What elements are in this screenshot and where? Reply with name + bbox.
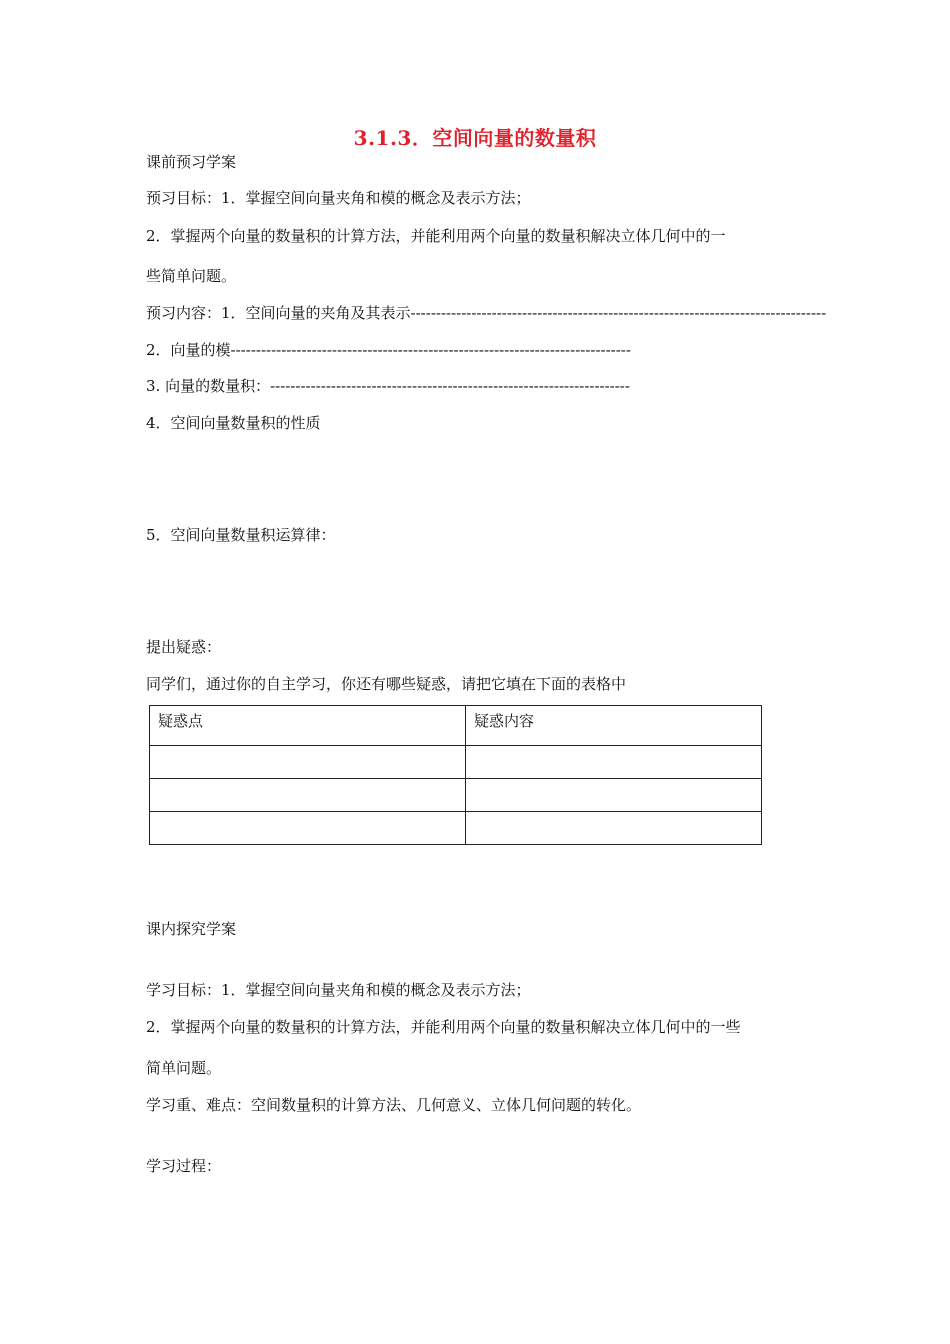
inclass-process: 学习过程： <box>146 1157 222 1175</box>
table-cell[interactable] <box>150 812 466 845</box>
section-heading-inclass: 课内探究学案 <box>146 920 237 938</box>
inclass-goal-line-1: 学习目标：1．掌握空间向量夹角和模的概念及表示方法； <box>146 981 531 999</box>
doubt-intro: 同学们，通过你的自主学习，你还有哪些疑惑，请把它填在下面的表格中 <box>146 675 627 693</box>
preview-content-3: 3. 向量的数量积：----------------------------------------------------------------------- <box>146 377 630 395</box>
table-header-row <box>150 706 762 746</box>
doubt-heading: 提出疑惑： <box>146 638 222 656</box>
inclass-key-points: 学习重、难点：空间数量积的计算方法、几何意义、立体几何问题的转化。 <box>146 1096 642 1114</box>
inclass-goal-line-2: 2．掌握两个向量的数量积的计算方法，并能利用两个向量的数量积解决立体几何中的一些 <box>146 1018 741 1036</box>
table-cell[interactable] <box>466 812 762 845</box>
preview-content-4: 4．空间向量数量积的性质 <box>146 414 321 432</box>
doubt-table <box>149 705 762 845</box>
table-header-doubt-point: 疑惑点 <box>150 706 466 746</box>
preview-goal-line-3: 些简单问题。 <box>146 267 237 285</box>
table-cell[interactable] <box>466 779 762 812</box>
table-cell[interactable] <box>150 779 466 812</box>
table-row <box>150 812 762 845</box>
preview-content-2: 2．向量的模------------------------------------------------------------------------------- <box>146 341 631 359</box>
preview-goal-line-1: 预习目标：1．掌握空间向量夹角和模的概念及表示方法； <box>146 189 531 207</box>
preview-goal-line-2: 2．掌握两个向量的数量积的计算方法，并能利用两个向量的数量积解决立体几何中的一 <box>146 227 726 245</box>
preview-content-5: 5．空间向量数量积运算律： <box>146 526 336 544</box>
table-cell[interactable] <box>466 746 762 779</box>
inclass-goal-line-3: 简单问题。 <box>146 1059 222 1077</box>
table-row <box>150 746 762 779</box>
page-title: 3.1.3．空间向量的数量积 <box>353 126 597 150</box>
table-row <box>150 779 762 812</box>
table-cell[interactable] <box>150 746 466 779</box>
section-heading-preview: 课前预习学案 <box>146 153 237 171</box>
preview-content-1: 预习内容：1．空间向量的夹角及其表示---------------------------------------------------------------------------------- <box>146 304 827 322</box>
table-header-doubt-content: 疑惑内容 <box>466 706 762 746</box>
